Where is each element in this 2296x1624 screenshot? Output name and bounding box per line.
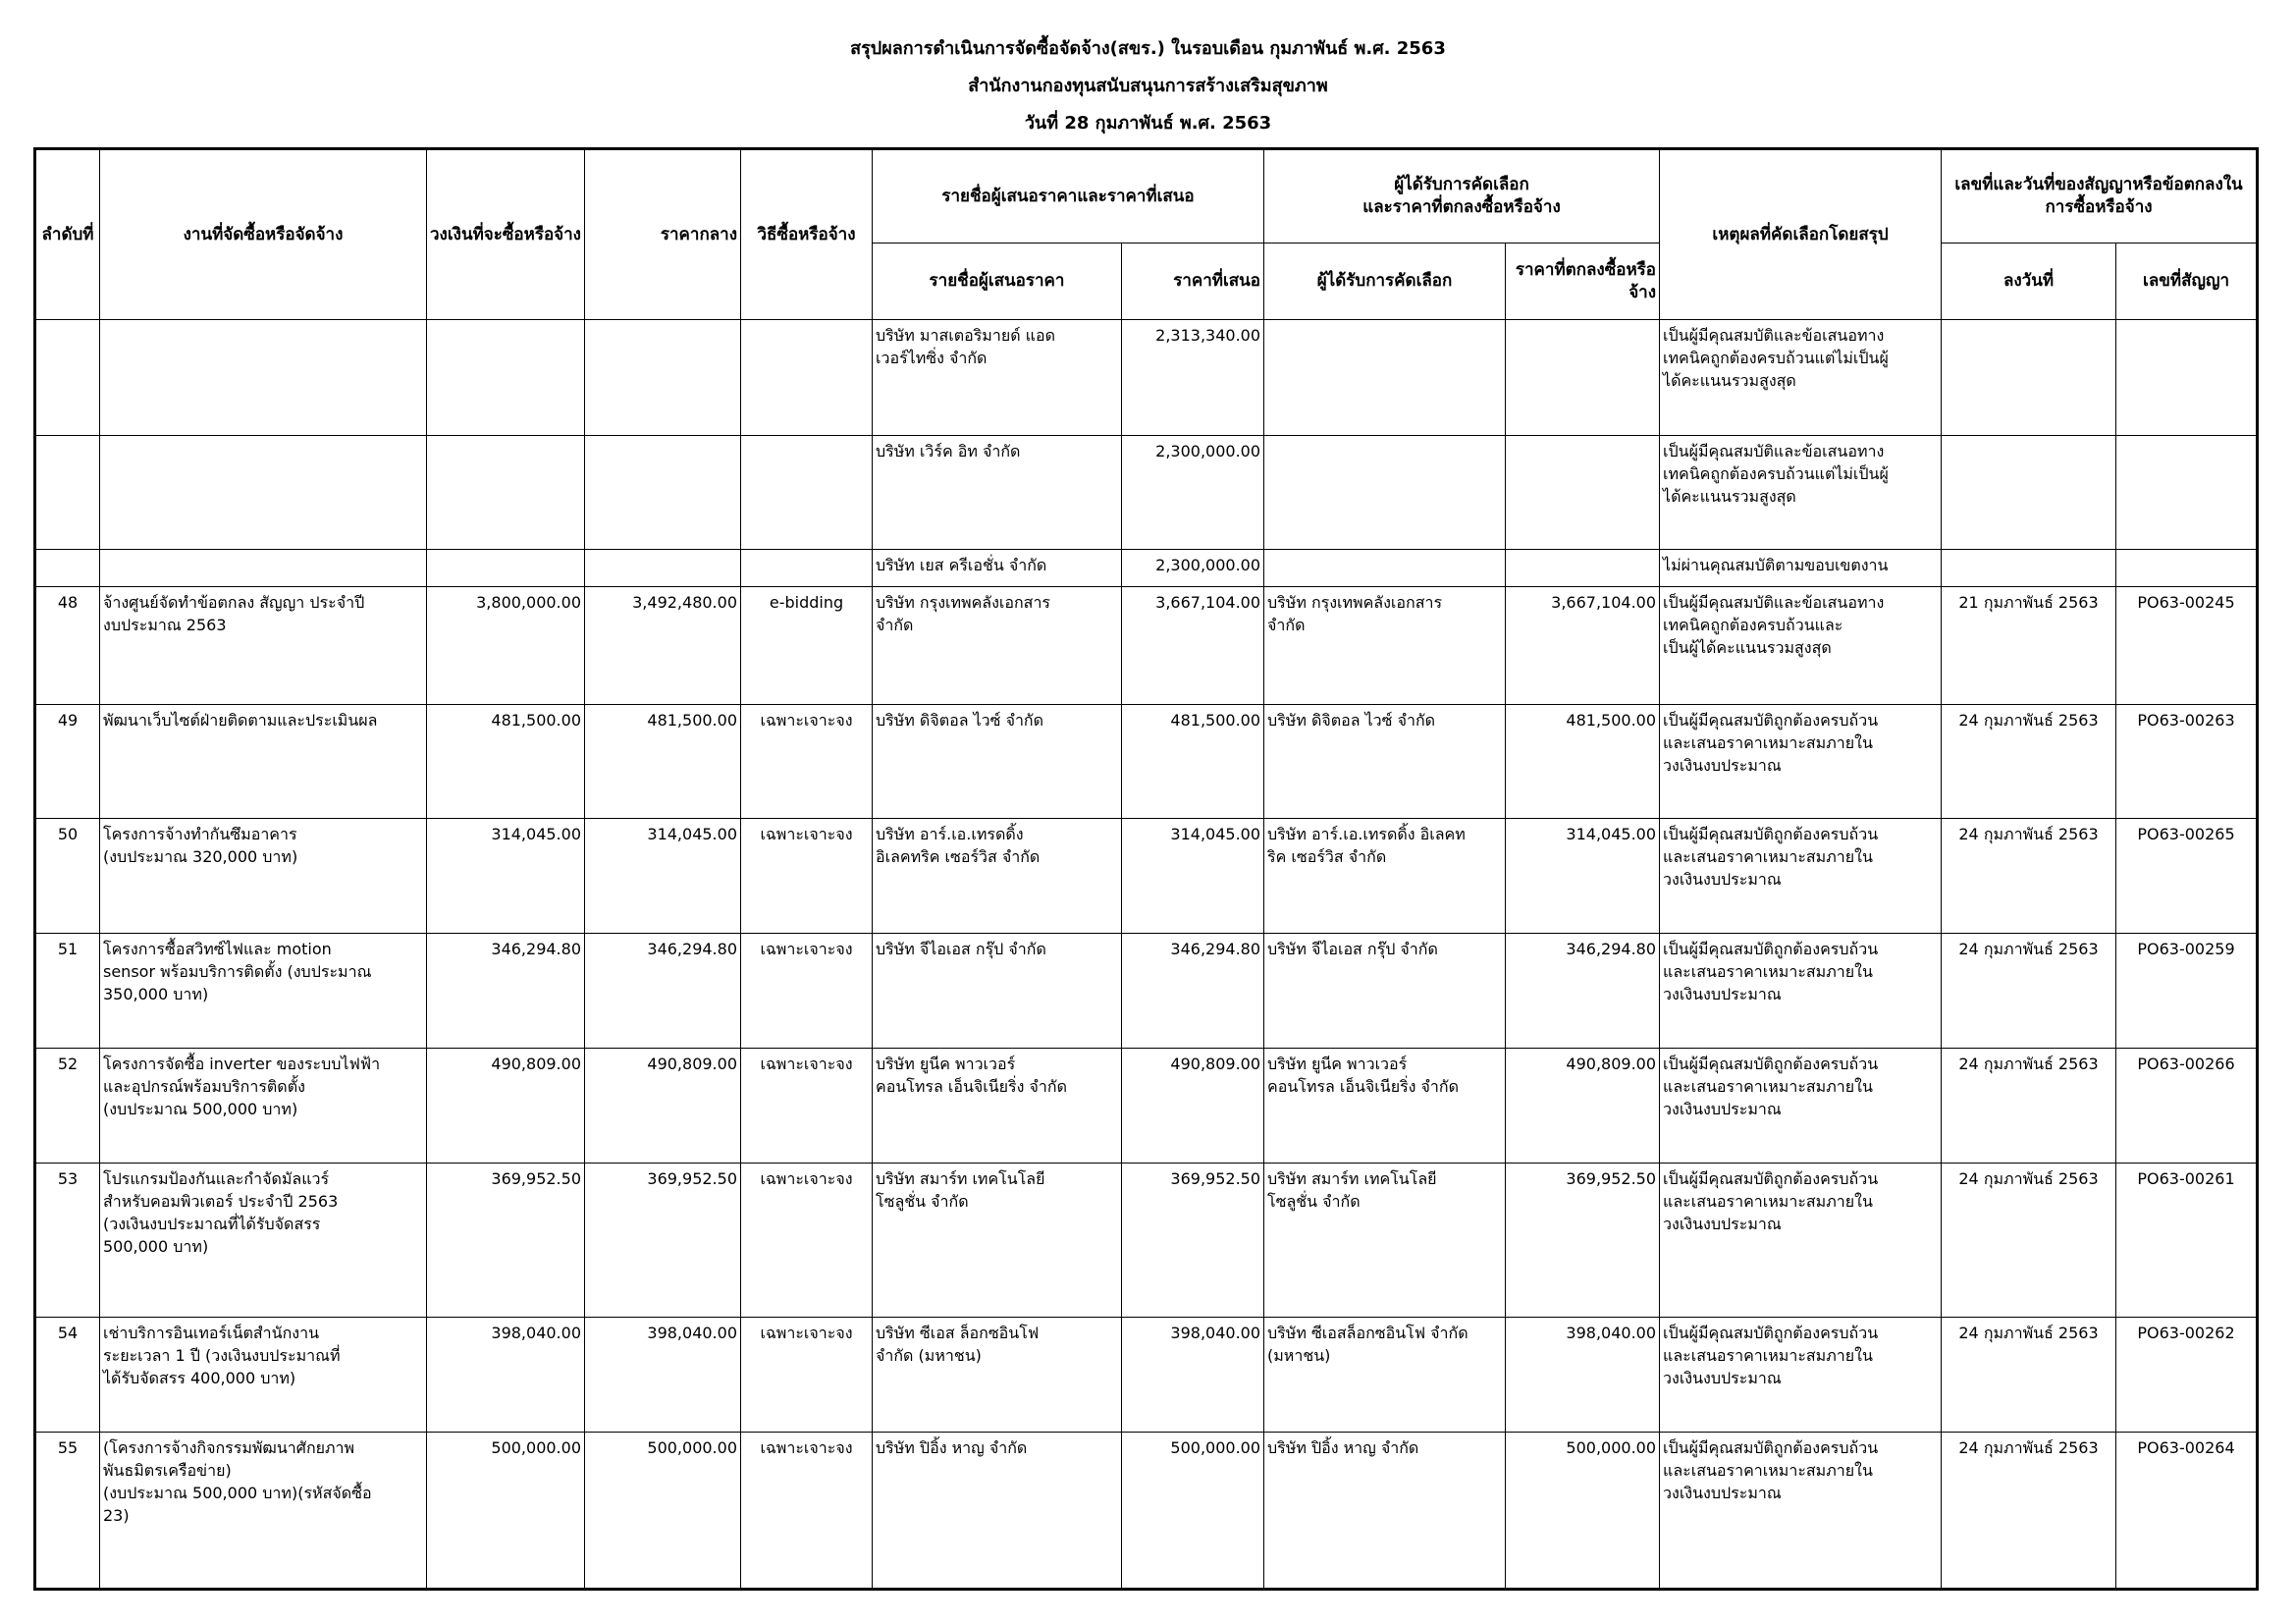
cell-reason: เป็นผู้มีคุณสมบัติถูกต้องครบถ้วน และเสนอราคาเหมาะสมภายใน วงเงินงบประมาณ: [1660, 705, 1942, 819]
cell-work: พัฒนาเว็บไซต์ฝ่ายติดตามและประเมินผล: [100, 705, 427, 819]
cell-budget: 314,045.00: [427, 819, 585, 934]
table-row: [35, 320, 2258, 436]
agency-name: สำนักงานกองทุนสนับสนุนการสร้างเสริมสุขภาพ: [968, 76, 1328, 96]
cell-contract-no: PO63-00265: [2116, 819, 2258, 934]
cell-selected: บริษัท กรุงเทพคลังเอกสาร จำกัด: [1264, 587, 1506, 705]
cell-budget: 490,809.00: [427, 1049, 585, 1164]
cell-method: [741, 436, 873, 550]
cell-contract-no: PO63-00259: [2116, 934, 2258, 1049]
cell-median: 369,952.50: [585, 1164, 741, 1318]
cell-method: เฉพาะเจาะจง: [741, 819, 873, 934]
cell-median: 346,294.80: [585, 934, 741, 1049]
cell-contract-no: PO63-00266: [2116, 1049, 2258, 1164]
cell-signed-date: 24 กุมภาพันธ์ 2563: [1942, 819, 2116, 934]
table-row: [35, 1164, 2258, 1318]
cell-reason: เป็นผู้มีคุณสมบัติถูกต้องครบถ้วน และเสนอราคาเหมาะสมภายใน วงเงินงบประมาณ: [1660, 1049, 1942, 1164]
cell-selected: บริษัท จีไอเอส กรุ๊ป จำกัด: [1264, 934, 1506, 1049]
cell-bidder: บริษัท จีไอเอส กรุ๊ป จำกัด: [873, 934, 1122, 1049]
cell-reason: เป็นผู้มีคุณสมบัติถูกต้องครบถ้วน และเสนอราคาเหมาะสมภายใน วงเงินงบประมาณ: [1660, 1433, 1942, 1590]
cell-bid: 2,300,000.00: [1122, 436, 1264, 550]
cell-bidder: บริษัท สมาร์ท เทคโนโลยี โซลูชั่น จำกัด: [873, 1164, 1122, 1318]
table-row: [35, 1433, 2258, 1590]
cell-work: (โครงการจ้างกิจกรรมพัฒนาศักยภาพ พันธมิตรเครือข่าย) (งบประมาณ 500,000 บาท)(รหัสจัดซื้อ 23): [100, 1433, 427, 1590]
table-row: [35, 819, 2258, 934]
cell-contract-no: PO63-00245: [2116, 587, 2258, 705]
table-row: [35, 1049, 2258, 1164]
cell-reason: ไม่ผ่านคุณสมบัติตามขอบเขตงาน: [1660, 550, 1942, 587]
cell-agreed: 346,294.80: [1506, 934, 1660, 1049]
cell-median: 500,000.00: [585, 1433, 741, 1590]
cell-bid: 314,045.00: [1122, 819, 1264, 934]
cell-median: 490,809.00: [585, 1049, 741, 1164]
cell-contract-no: PO63-00264: [2116, 1433, 2258, 1590]
header-contract-no: เลขที่สัญญา: [2116, 244, 2258, 320]
cell-reason: เป็นผู้มีคุณสมบัติถูกต้องครบถ้วน และเสนอราคาเหมาะสมภายใน วงเงินงบประมาณ: [1660, 819, 1942, 934]
header-contract-group: เลขที่และวันที่ของสัญญาหรือข้อตกลงในการซื้อหรือจ้าง: [1942, 149, 2258, 244]
header-budget: วงเงินที่จะซื้อหรือจ้าง: [427, 149, 585, 320]
cell-seq: [35, 550, 100, 587]
cell-reason: เป็นผู้มีคุณสมบัติถูกต้องครบถ้วน และเสนอราคาเหมาะสมภายใน วงเงินงบประมาณ: [1660, 1318, 1942, 1433]
cell-agreed: 314,045.00: [1506, 819, 1660, 934]
cell-bid: 398,040.00: [1122, 1318, 1264, 1433]
cell-method: [741, 550, 873, 587]
cell-budget: 481,500.00: [427, 705, 585, 819]
cell-bid: 500,000.00: [1122, 1433, 1264, 1590]
cell-selected: บริษัท ยูนีค พาวเวอร์ คอนโทรล เอ็นจิเนียริ่ง จำกัด: [1264, 1049, 1506, 1164]
table-row: [35, 550, 2258, 587]
cell-contract-no: [2116, 550, 2258, 587]
cell-contract-no: PO63-00262: [2116, 1318, 2258, 1433]
cell-seq: 55: [35, 1433, 100, 1590]
cell-contract-no: [2116, 436, 2258, 550]
cell-selected: [1264, 320, 1506, 436]
cell-selected: บริษัท ดิจิตอล ไวซ์ จำกัด: [1264, 705, 1506, 819]
cell-median: 3,492,480.00: [585, 587, 741, 705]
cell-budget: [427, 436, 585, 550]
cell-method: เฉพาะเจาะจง: [741, 705, 873, 819]
cell-median: [585, 320, 741, 436]
cell-method: เฉพาะเจาะจง: [741, 1433, 873, 1590]
cell-budget: 346,294.80: [427, 934, 585, 1049]
cell-work: โครงการซื้อสวิทซ์ไฟและ motion sensor พร้อมบริการติดตั้ง (งบประมาณ 350,000 บาท): [100, 934, 427, 1049]
cell-median: 314,045.00: [585, 819, 741, 934]
cell-method: เฉพาะเจาะจง: [741, 1164, 873, 1318]
cell-agreed: 500,000.00: [1506, 1433, 1660, 1590]
cell-bidder: บริษัท อาร์.เอ.เทรดดิ้ง อิเลคทริค เซอร์วิส จำกัด: [873, 819, 1122, 934]
cell-signed-date: 24 กุมภาพันธ์ 2563: [1942, 1318, 2116, 1433]
cell-bid: 2,300,000.00: [1122, 550, 1264, 587]
cell-bidder: บริษัท ดิจิตอล ไวซ์ จำกัด: [873, 705, 1122, 819]
cell-agreed: [1506, 436, 1660, 550]
table-row: [35, 1318, 2258, 1433]
cell-bid: 2,313,340.00: [1122, 320, 1264, 436]
cell-agreed: 369,952.50: [1506, 1164, 1660, 1318]
cell-agreed: 3,667,104.00: [1506, 587, 1660, 705]
header-seq: ลำดับที่: [35, 149, 100, 320]
cell-budget: 3,800,000.00: [427, 587, 585, 705]
cell-seq: 54: [35, 1318, 100, 1433]
cell-bid: 3,667,104.00: [1122, 587, 1264, 705]
cell-agreed: [1506, 550, 1660, 587]
cell-bidder: บริษัท ยูนีค พาวเวอร์ คอนโทรล เอ็นจิเนียริ่ง จำกัด: [873, 1049, 1122, 1164]
cell-method: [741, 320, 873, 436]
header-median: ราคากลาง: [585, 149, 741, 320]
cell-contract-no: PO63-00263: [2116, 705, 2258, 819]
cell-work: เช่าบริการอินเทอร์เน็ตสำนักงาน ระยะเวลา 1 ปี (วงเงินงบประมาณที่ ได้รับจัดสรร 400,000 บาท): [100, 1318, 427, 1433]
cell-budget: 369,952.50: [427, 1164, 585, 1318]
cell-agreed: 481,500.00: [1506, 705, 1660, 819]
procurement-table: [33, 147, 2259, 1591]
header-work: งานที่จัดซื้อหรือจัดจ้าง: [100, 149, 427, 320]
cell-seq: 50: [35, 819, 100, 934]
cell-work: จ้างศูนย์จัดทำข้อตกลง สัญญา ประจำปี งบประมาณ 2563: [100, 587, 427, 705]
cell-signed-date: 24 กุมภาพันธ์ 2563: [1942, 934, 2116, 1049]
cell-method: e-bidding: [741, 587, 873, 705]
cell-seq: 48: [35, 587, 100, 705]
cell-bidder: บริษัท เวิร์ค อิท จำกัด: [873, 436, 1122, 550]
report-date: วันที่ 28 กุมภาพันธ์ พ.ศ. 2563: [1024, 113, 1272, 134]
table-row: [35, 587, 2258, 705]
cell-agreed: [1506, 320, 1660, 436]
header-bidders-group: รายชื่อผู้เสนอราคาและราคาที่เสนอ: [873, 149, 1264, 244]
cell-bid: 346,294.80: [1122, 934, 1264, 1049]
cell-bidder: บริษัท ปิอิ้ง หาญ จำกัด: [873, 1433, 1122, 1590]
cell-signed-date: 21 กุมภาพันธ์ 2563: [1942, 587, 2116, 705]
header-signed-date: ลงวันที่: [1942, 244, 2116, 320]
header-method: วิธีซื้อหรือจ้าง: [741, 149, 873, 320]
cell-method: เฉพาะเจาะจง: [741, 1318, 873, 1433]
cell-selected: บริษัท ซีเอสล็อกซอินโฟ จำกัด (มหาชน): [1264, 1318, 1506, 1433]
header-bidder-name: รายชื่อผู้เสนอราคา: [873, 244, 1122, 320]
cell-median: [585, 550, 741, 587]
cell-budget: [427, 320, 585, 436]
cell-work: [100, 320, 427, 436]
cell-selected: บริษัท อาร์.เอ.เทรดดิ้ง อิเลคท ริค เซอร์วิส จำกัด: [1264, 819, 1506, 934]
cell-median: [585, 436, 741, 550]
cell-signed-date: 24 กุมภาพันธ์ 2563: [1942, 1164, 2116, 1318]
cell-contract-no: [2116, 320, 2258, 436]
cell-agreed: 398,040.00: [1506, 1318, 1660, 1433]
cell-seq: 49: [35, 705, 100, 819]
cell-bidder: บริษัท มาสเตอริมายด์ แอด เวอร์ไทซิ่ง จำกัด: [873, 320, 1122, 436]
header-selected-group: ผู้ได้รับการคัดเลือก และราคาที่ตกลงซื้อหรือจ้าง: [1264, 149, 1660, 244]
cell-budget: 500,000.00: [427, 1433, 585, 1590]
header-reason: เหตุผลที่คัดเลือกโดยสรุป: [1660, 149, 1942, 320]
cell-signed-date: [1942, 320, 2116, 436]
table-row: [35, 436, 2258, 550]
cell-signed-date: 24 กุมภาพันธ์ 2563: [1942, 1049, 2116, 1164]
header-selected-name: ผู้ได้รับการคัดเลือก: [1264, 244, 1506, 320]
cell-budget: 398,040.00: [427, 1318, 585, 1433]
cell-budget: [427, 550, 585, 587]
cell-reason: เป็นผู้มีคุณสมบัติและข้อเสนอทาง เทคนิคถูกต้องครบถ้วนแต่ไม่เป็นผู้ ได้คะแนนรวมสูงสุด: [1660, 436, 1942, 550]
cell-reason: เป็นผู้มีคุณสมบัติถูกต้องครบถ้วน และเสนอราคาเหมาะสมภายใน วงเงินงบประมาณ: [1660, 934, 1942, 1049]
cell-signed-date: [1942, 550, 2116, 587]
table-row: [35, 705, 2258, 819]
cell-bidder: บริษัท ซีเอส ล็อกซอินโฟ จำกัด (มหาชน): [873, 1318, 1122, 1433]
cell-bid: 490,809.00: [1122, 1049, 1264, 1164]
cell-method: เฉพาะเจาะจง: [741, 1049, 873, 1164]
header-bid-price: ราคาที่เสนอ: [1122, 244, 1264, 320]
cell-seq: 51: [35, 934, 100, 1049]
cell-selected: [1264, 550, 1506, 587]
cell-seq: [35, 436, 100, 550]
cell-seq: [35, 320, 100, 436]
cell-median: 481,500.00: [585, 705, 741, 819]
cell-signed-date: 24 กุมภาพันธ์ 2563: [1942, 705, 2116, 819]
cell-signed-date: 24 กุมภาพันธ์ 2563: [1942, 1433, 2116, 1590]
cell-selected: [1264, 436, 1506, 550]
cell-bid: 481,500.00: [1122, 705, 1264, 819]
cell-reason: เป็นผู้มีคุณสมบัติถูกต้องครบถ้วน และเสนอราคาเหมาะสมภายใน วงเงินงบประมาณ: [1660, 1164, 1942, 1318]
cell-work: [100, 550, 427, 587]
table-row: [35, 934, 2258, 1049]
cell-bid: 369,952.50: [1122, 1164, 1264, 1318]
cell-work: โปรแกรมป้องกันและกำจัดมัลแวร์ สำหรับคอมพิวเตอร์ ประจำปี 2563 (วงเงินงบประมาณที่ได้รับจัดสรร 500,000 บาท): [100, 1164, 427, 1318]
cell-selected: บริษัท สมาร์ท เทคโนโลยี โซลูชั่น จำกัด: [1264, 1164, 1506, 1318]
cell-work: [100, 436, 427, 550]
cell-seq: 53: [35, 1164, 100, 1318]
cell-method: เฉพาะเจาะจง: [741, 934, 873, 1049]
cell-selected: บริษัท ปิอิ้ง หาญ จำกัด: [1264, 1433, 1506, 1590]
cell-agreed: 490,809.00: [1506, 1049, 1660, 1164]
cell-seq: 52: [35, 1049, 100, 1164]
cell-reason: เป็นผู้มีคุณสมบัติและข้อเสนอทาง เทคนิคถูกต้องครบถ้วนและ เป็นผู้ได้คะแนนรวมสูงสุด: [1660, 587, 1942, 705]
cell-median: 398,040.00: [585, 1318, 741, 1433]
cell-signed-date: [1942, 436, 2116, 550]
cell-work: โครงการจ้างทำกันซึมอาคาร (งบประมาณ 320,000 บาท): [100, 819, 427, 934]
cell-bidder: บริษัท กรุงเทพคลังเอกสาร จำกัด: [873, 587, 1122, 705]
cell-contract-no: PO63-00261: [2116, 1164, 2258, 1318]
cell-reason: เป็นผู้มีคุณสมบัติและข้อเสนอทาง เทคนิคถูกต้องครบถ้วนแต่ไม่เป็นผู้ ได้คะแนนรวมสูงสุด: [1660, 320, 1942, 436]
cell-bidder: บริษัท เยส ครีเอชั่น จำกัด: [873, 550, 1122, 587]
cell-work: โครงการจัดซื้อ inverter ของระบบไฟฟ้า และอุปกรณ์พร้อมบริการติดตั้ง (งบประมาณ 500,000 บาท): [100, 1049, 427, 1164]
header-agreed-price: ราคาที่ตกลงซื้อหรือจ้าง: [1506, 244, 1660, 320]
report-title: สรุปผลการดำเนินการจัดซื้อจัดจ้าง(สขร.) ในรอบเดือน กุมภาพันธ์ พ.ศ. 2563: [850, 38, 1446, 59]
